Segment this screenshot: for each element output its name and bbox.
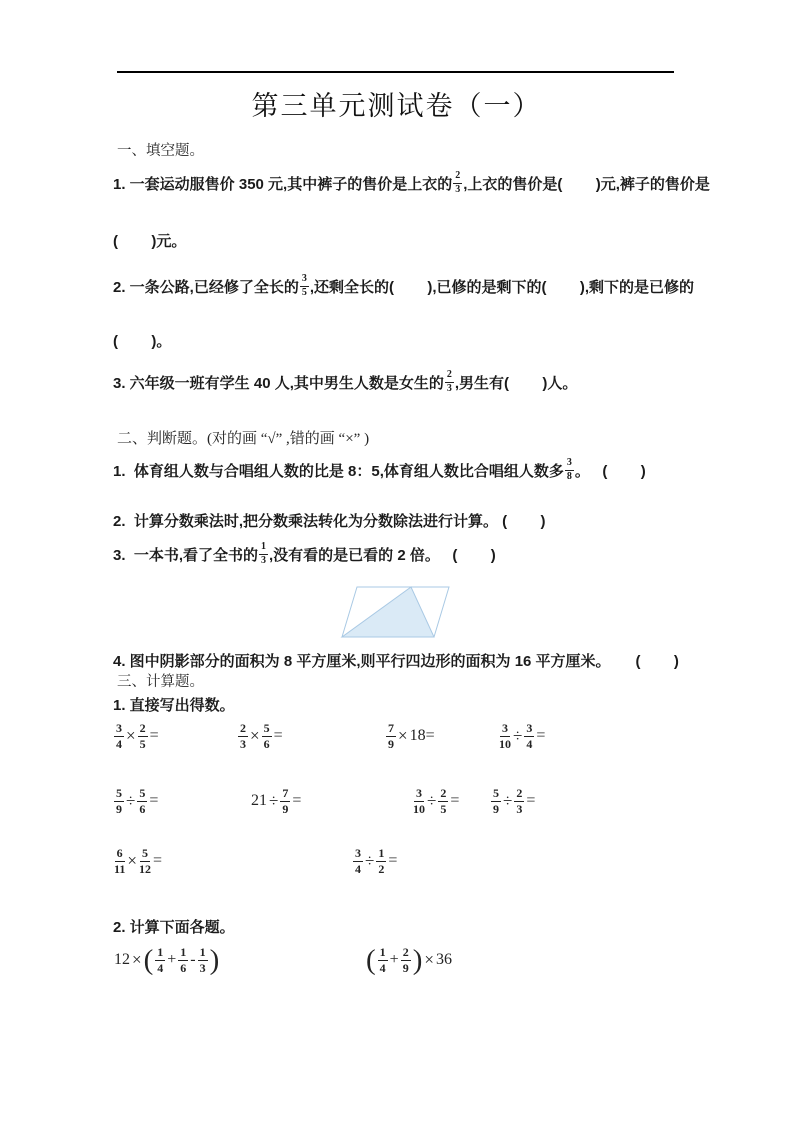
- calc-expression-r4c1: [113, 944, 220, 977]
- fraction: $\frac{2}{3}$: [240, 721, 246, 751]
- section-calc-heading: 三、计算题。: [117, 674, 204, 690]
- calc-expression-r4c2: [365, 944, 453, 977]
- fraction: $\frac{3}{10}$: [499, 721, 511, 751]
- fraction: $\frac{3}{8}$: [566, 457, 572, 482]
- judge-q2: 2. 计算分数乘法时,把分数乘法转化为分数除法进行计算。 ( ): [113, 513, 546, 530]
- fraction: $\frac{5}{9}$: [493, 786, 499, 816]
- fraction: $\frac{1}{2}$: [378, 846, 385, 876]
- text-token: +: [389, 951, 399, 969]
- fill-q3: [113, 370, 577, 394]
- text-token: =: [388, 852, 398, 870]
- fraction: $\frac{3}{4}$: [526, 721, 533, 751]
- calc-expression-r1c1: [113, 722, 160, 750]
- top-rule: [117, 71, 674, 73]
- shaded-triangle: [342, 587, 434, 637]
- fraction: $\frac{7}{9}$: [282, 786, 289, 816]
- parenthesis: ): [412, 944, 423, 977]
- operator: ÷: [513, 726, 523, 746]
- calc-expression-r2c3: [412, 787, 460, 815]
- text-token: 3. 六年级一班有学生 40 人,其中男生人数是女生的: [113, 374, 444, 392]
- text-token: 2. 一条公路,已经修了全长的: [113, 278, 299, 296]
- text-token: ,上衣的售价是( )元,裤子的售价是: [463, 175, 710, 193]
- fraction: $\frac{3}{5}$: [301, 273, 307, 298]
- text-token: 36: [435, 951, 452, 969]
- operator: ×: [424, 950, 434, 970]
- calc-expression-r2c2: [250, 787, 302, 815]
- parenthesis: (: [366, 944, 376, 977]
- fraction: $\frac{2}{3}$: [455, 170, 461, 195]
- operator: ×: [127, 851, 137, 871]
- fill-q1-line2: ( )元。: [113, 233, 187, 250]
- fraction: $\frac{2}{3}$: [446, 369, 452, 394]
- section-fill-heading: 一、填空题。: [117, 143, 204, 159]
- text-token: =: [152, 852, 162, 870]
- text-token: 3. 一本书,看了全书的: [113, 546, 259, 564]
- text-token: +: [167, 951, 177, 969]
- operator: ÷: [365, 851, 375, 871]
- calc-expression-r3c1: [113, 847, 163, 875]
- text-token: ,没有看的是已看的 2 倍。 ( ): [269, 546, 496, 564]
- text-token: =: [536, 727, 546, 745]
- fraction: $\frac{3}{4}$: [116, 721, 122, 751]
- calc-sub1-heading: 1. 直接写出得数。: [113, 697, 235, 714]
- calc-expression-r1c3: [385, 722, 436, 750]
- calc-sub2-heading: 2. 计算下面各题。: [113, 919, 235, 936]
- fill-q2-line1: [113, 274, 694, 298]
- text-token: =: [273, 727, 283, 745]
- fraction: $\frac{2}{5}$: [440, 786, 447, 816]
- fraction: $\frac{5}{6}$: [263, 721, 270, 751]
- text-token: =: [292, 792, 302, 810]
- calc-expression-r2c4: [490, 787, 536, 815]
- fraction: $\frac{1}{6}$: [180, 945, 187, 975]
- parenthesis: (: [143, 944, 154, 977]
- fraction: $\frac{2}{3}$: [516, 786, 523, 816]
- operator: ×: [132, 950, 142, 970]
- judge-q3: [113, 542, 496, 566]
- calc-expression-r1c2: [237, 722, 284, 750]
- fraction: $\frac{1}{4}$: [157, 945, 164, 975]
- fraction: $\frac{6}{11}$: [114, 846, 126, 876]
- text-token: =: [450, 792, 460, 810]
- parenthesis: ): [209, 944, 220, 977]
- text-token: 18=: [409, 727, 435, 745]
- text-token: ,还剩全长的( ),已修的是剩下的( ),剩下的是已修的: [309, 278, 695, 296]
- fill-q2-line2: ( )。: [113, 333, 172, 350]
- text-token: -: [190, 951, 196, 969]
- text-token: =: [149, 727, 159, 745]
- judge-q4: 4. 图中阴影部分的面积为 8 平方厘米,则平行四边形的面积为 16 平方厘米。 ( ): [113, 653, 679, 670]
- text-token: =: [149, 792, 159, 810]
- calc-expression-r2c1: [113, 787, 159, 815]
- fraction: $\frac{1}{3}$: [199, 945, 206, 975]
- text-token: 。 ( ): [574, 462, 646, 480]
- text-token: ,男生有( )人。: [454, 374, 578, 392]
- parallelogram-diagram: [338, 583, 460, 645]
- operator: ×: [126, 726, 136, 746]
- operator: ÷: [269, 791, 279, 811]
- fraction: $\frac{2}{9}$: [402, 945, 409, 975]
- text-token: 12: [114, 951, 130, 969]
- fraction: $\frac{5}{12}$: [138, 846, 151, 876]
- fraction: $\frac{3}{10}$: [413, 786, 425, 816]
- calc-expression-r3c2: [352, 847, 398, 875]
- text-token: 1. 一套运动服售价 350 元,其中裤子的售价是上衣的: [113, 175, 453, 193]
- fraction: $\frac{3}{4}$: [355, 846, 361, 876]
- section-judge-heading: 二、判断题。(对的画 “√” ,错的画 “×” ): [117, 431, 370, 447]
- text-token: =: [526, 792, 536, 810]
- operator: ×: [398, 726, 408, 746]
- fraction: $\frac{1}{4}$: [379, 945, 386, 975]
- fill-q1-line1: [113, 171, 710, 195]
- fraction: $\frac{1}{3}$: [261, 541, 267, 566]
- fraction: $\frac{7}{9}$: [388, 721, 394, 751]
- fraction: $\frac{2}{5}$: [139, 721, 146, 751]
- text-token: 21: [251, 792, 267, 810]
- text-token: 1. 体育组人数与合唱组人数的比是 8：5,体育组人数比合唱组人数多: [113, 462, 564, 480]
- operator: ÷: [427, 791, 437, 811]
- operator: ÷: [503, 791, 513, 811]
- calc-expression-r1c4: [498, 722, 546, 750]
- judge-q1: [113, 458, 646, 482]
- page-title: 第三单元测试卷（一）: [251, 91, 542, 121]
- operator: ÷: [126, 791, 136, 811]
- fraction: $\frac{5}{6}$: [139, 786, 146, 816]
- operator: ×: [250, 726, 260, 746]
- fraction: $\frac{5}{9}$: [116, 786, 122, 816]
